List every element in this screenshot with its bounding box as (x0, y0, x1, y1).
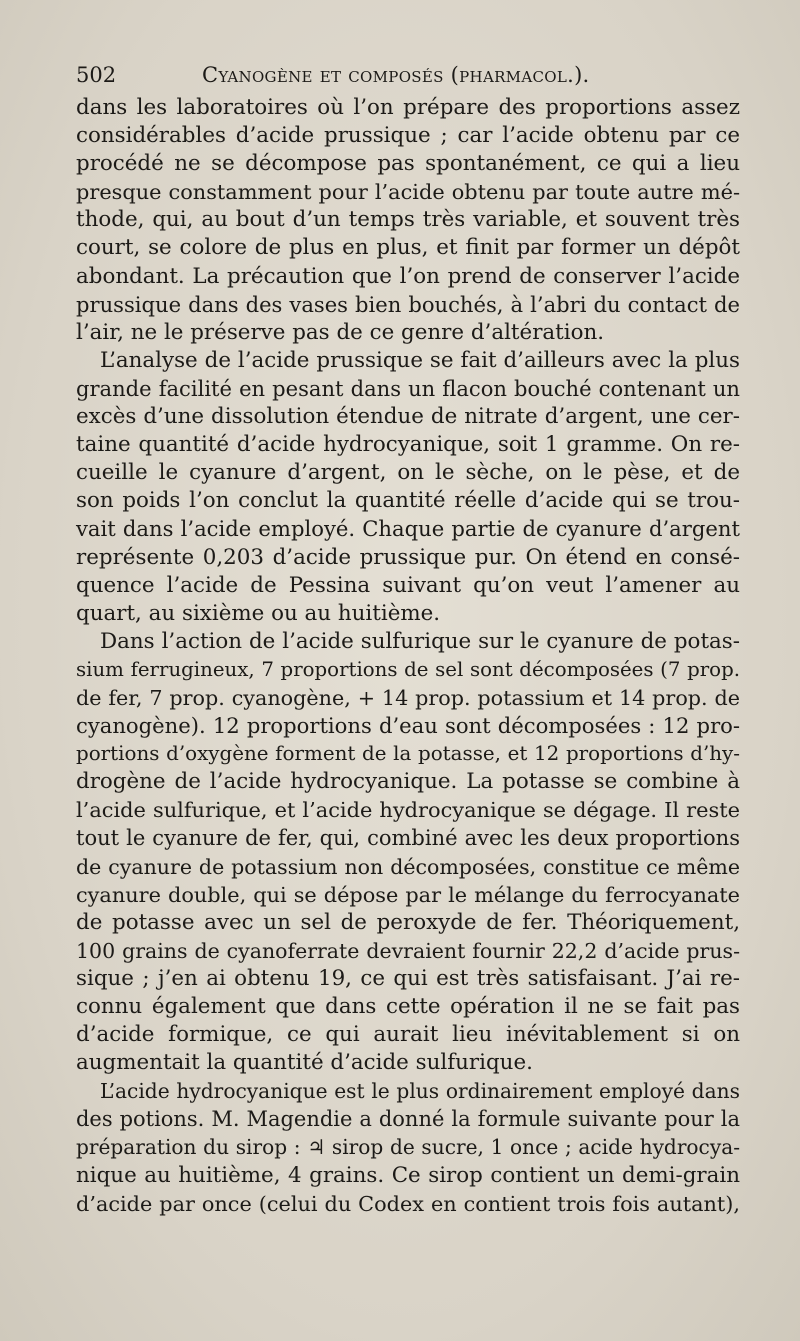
text-line: Dans l’action de l’acide sulfurique sur le cyanure de potas- (100, 628, 740, 654)
text-line: 100 grains de cyanoferrate devraient fournir 22,2 d’acide prus- (76, 938, 740, 963)
text-line: portions d’oxygène forment de la potasse, et 12 proportions d’hy- (76, 742, 740, 766)
text-line: quence l’acide de Pessina suivant qu’on veut l’amener au (76, 572, 740, 598)
text-line: cueille le cyanure d’argent, on le sèche, on le pèse, et de (76, 460, 740, 486)
paragraph-3 (76, 628, 740, 1078)
text-line: d’acide formique, ce qui aurait lieu inévitablement si on (76, 1022, 740, 1048)
text-line: considérables d’acide prussique ; car l’acide obtenu par ce (76, 123, 740, 149)
text-line: de potasse avec un sel de peroxyde de fer. Théoriquement, (76, 909, 740, 935)
text-line: sium ferrugineux, 7 proportions de sel sont décomposées (7 prop. (76, 657, 740, 681)
text-line: quart, au sixième ou au huitième. (76, 600, 441, 626)
text-line: de fer, 7 prop. cyanogène, + 14 prop. potassium et 14 prop. de (76, 685, 740, 710)
text-line: de cyanure de potassium non décomposées, constitue ce même (76, 854, 740, 879)
running-title: Cyanogène et composés (pharmacol.). (202, 63, 590, 87)
page-header (76, 60, 740, 90)
text-line: connu également que dans cette opération il ne se fait pas (76, 994, 740, 1019)
text-line: L’acide hydrocyanique est le plus ordinairement employé dans (100, 1079, 740, 1104)
text-line: court, se colore de plus en plus, et finit par former un dépôt (76, 235, 740, 261)
text-line: thode, qui, au bout d’un temps très variable, et souvent très (76, 207, 740, 233)
text-line: sique ; j’en ai obtenu 19, ce qui est très satisfaisant. J’ai re- (76, 965, 740, 991)
text-line: préparation du sirop : ♃ sirop de sucre, 1 once ; acide hydrocya- (76, 1135, 740, 1160)
paragraph-4 (76, 1077, 740, 1217)
text-line: abondant. La précaution que l’on prend de conserver l’acide (76, 263, 740, 289)
text-line: taine quantité d’acide hydrocyanique, soit 1 gramme. On re- (76, 432, 740, 458)
text-line: vait dans l’acide employé. Chaque partie de cyanure d’argent (76, 516, 740, 542)
text-line: son poids l’on conclut la quantité réelle d’acide qui se trou- (76, 488, 740, 514)
text-line: cyanogène). 12 proportions d’eau sont décomposées : 12 pro- (76, 713, 740, 739)
text-line: excès d’une dissolution étendue de nitrate d’argent, une cer- (76, 404, 740, 430)
text-line: l’acide sulfurique, et l’acide hydrocyanique se dégage. Il reste (76, 798, 740, 823)
text-line: représente 0,203 d’acide prussique pur. On étend en consé- (76, 544, 740, 570)
text-line: procédé ne se décompose pas spontanément, ce qui a lieu (76, 151, 740, 177)
text-line: prussique dans des vases bien bouchés, à l’abri du contact de (76, 291, 740, 317)
text-line: nique au huitième, 4 grains. Ce sirop contient un demi-grain (76, 1162, 740, 1188)
body-text (76, 94, 740, 1218)
page-number: 502 (76, 63, 117, 87)
text-line: d’acide par once (celui du Codex en contient trois fois autant), (76, 1191, 740, 1216)
paragraph-1 (76, 94, 740, 347)
text-line: tout le cyanure de fer, qui, combiné avec les deux proportions (76, 825, 740, 851)
text-line: des potions. M. Magendie a donné la formule suivante pour la (76, 1107, 740, 1132)
text-line: drogène de l’acide hydrocyanique. La potasse se combine à (76, 769, 740, 795)
text-line: grande facilité en pesant dans un flacon bouché contenant un (76, 375, 740, 401)
text-line: l’air, ne le préserve pas de ce genre d’altération. (76, 319, 605, 345)
text-line: presque constamment pour l’acide obtenu par toute autre mé- (76, 180, 740, 205)
paragraph-2 (76, 347, 740, 628)
text-line: dans les laboratoires où l’on prépare des proportions assez (76, 95, 740, 120)
text-line: cyanure double, qui se dépose par le mélange du ferrocyanate (76, 882, 740, 907)
text-line: L’analyse de l’acide prussique se fait d’ailleurs avec la plus (100, 347, 740, 373)
text-line: augmentait la quantité d’acide sulfurique. (76, 1050, 533, 1076)
